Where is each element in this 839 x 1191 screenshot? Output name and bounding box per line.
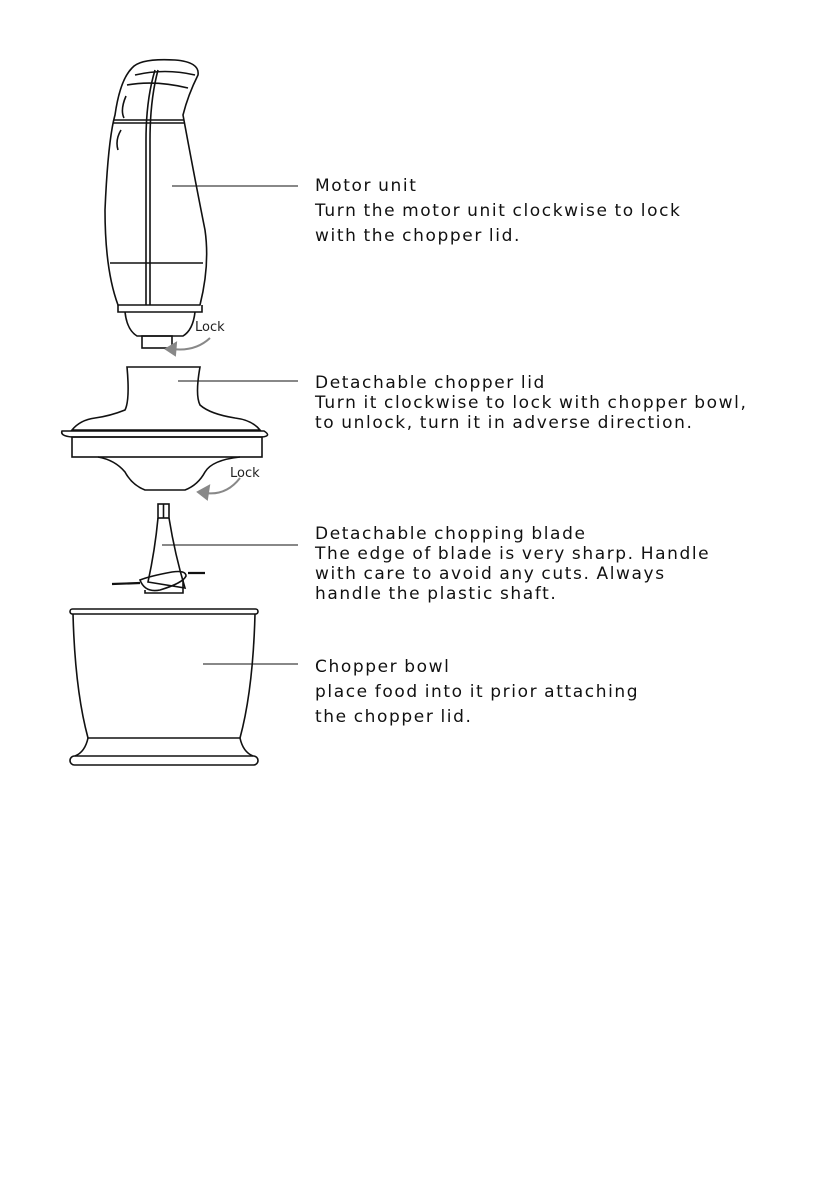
description-line: Turn the motor unit clockwise to lock [315,201,682,221]
part-title: Detachable chopping blade [315,524,587,544]
chopping-blade-drawing [112,504,205,593]
part-title: Motor unit [315,176,418,196]
motor-unit-drawing [105,60,207,348]
description-line: the chopper lid. [315,707,473,727]
chopper-bowl-description [315,655,639,730]
description-line: handle the plastic shaft. [315,584,558,604]
lock-label-motor: Lock [195,320,225,335]
part-title: Detachable chopper lid [315,373,546,393]
description-line: The edge of blade is very sharp. Handle [315,544,711,564]
chopper-lid-description [315,373,748,433]
lock-label-lid: Lock [230,466,260,481]
motor-unit-description [315,174,682,249]
description-line: with care to avoid any cuts. Always [315,564,666,584]
chopping-blade-description [315,524,710,604]
description-line: place food into it prior attaching [315,682,640,702]
description-line: Turn it clockwise to lock with chopper bowl, [315,393,748,413]
description-line: to unlock, turn it in adverse direction. [315,413,694,433]
chopper-bowl-drawing [70,609,258,765]
part-title: Chopper bowl [315,657,451,677]
description-line: with the chopper lid. [315,226,521,246]
